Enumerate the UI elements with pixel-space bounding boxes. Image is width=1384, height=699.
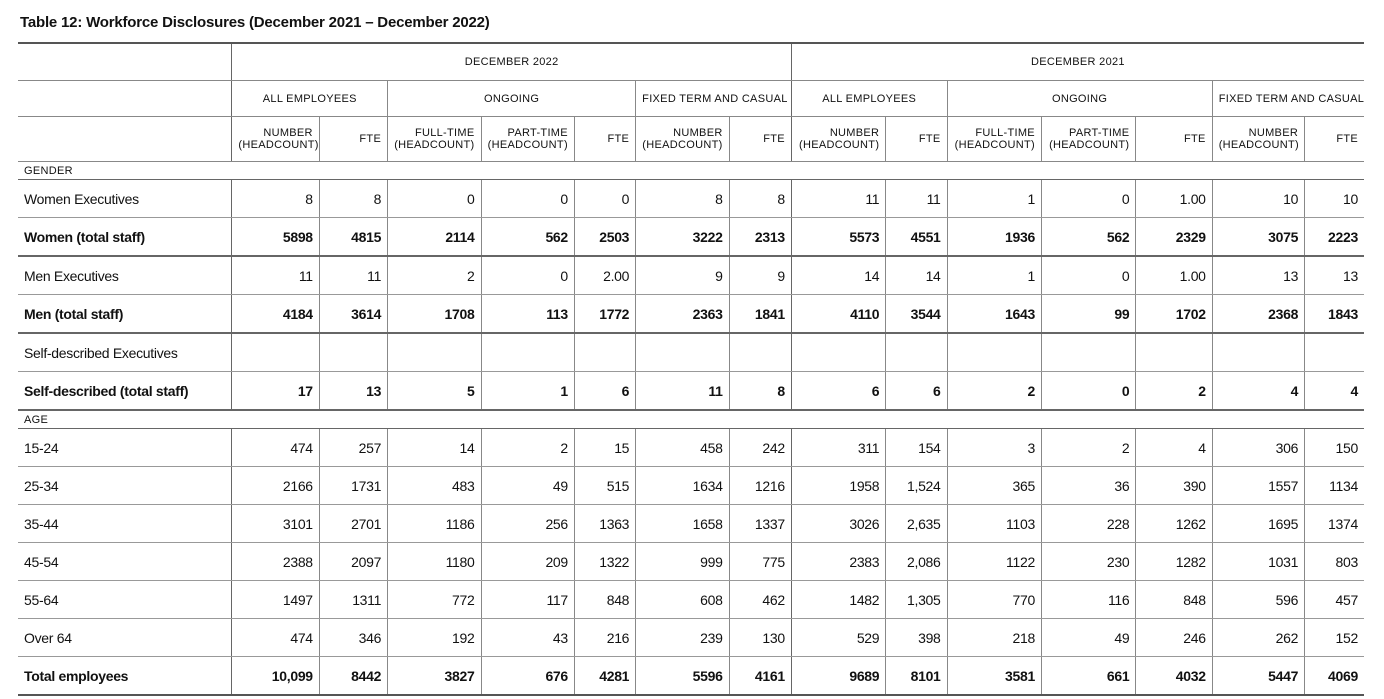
table-cell: 3827 [388, 657, 481, 696]
table-cell: 3101 [232, 505, 319, 543]
table-row [18, 543, 1364, 581]
table-cell: 1180 [388, 543, 481, 581]
column-header [1212, 117, 1304, 162]
table-cell: 192 [388, 619, 481, 657]
table-cell: 562 [1041, 218, 1135, 257]
table-cell: 6 [791, 372, 885, 411]
table-cell: 346 [319, 619, 387, 657]
table-cell [1305, 333, 1364, 372]
table-cell: 6 [886, 372, 947, 411]
table-cell: 2.00 [574, 256, 635, 295]
group-header: ONGOING [947, 81, 1212, 117]
table-cell: 608 [636, 581, 729, 619]
column-header-line: NUMBER [829, 127, 880, 139]
table-cell: 6 [574, 372, 635, 411]
table-cell: 152 [1305, 619, 1364, 657]
table-cell: 4032 [1136, 657, 1212, 696]
table-cell: 242 [729, 429, 791, 467]
row-label: Men (total staff) [18, 295, 232, 334]
table-cell [886, 333, 947, 372]
table-cell: 0 [481, 256, 574, 295]
table-cell: 770 [947, 581, 1041, 619]
table-cell: 1,524 [886, 467, 947, 505]
table-cell: 218 [947, 619, 1041, 657]
table-cell: 1311 [319, 581, 387, 619]
section-row-gender [18, 162, 1364, 180]
table-cell: 8 [729, 372, 791, 411]
table-cell: 117 [481, 581, 574, 619]
table-cell: 2329 [1136, 218, 1212, 257]
column-header-line: PART-TIME [507, 127, 568, 139]
column-header-line: (HEADCOUNT) [798, 139, 880, 151]
header-blank [18, 43, 232, 81]
table-cell: 5 [388, 372, 481, 411]
column-header [1136, 117, 1212, 162]
table-cell: 2114 [388, 218, 481, 257]
group-header: FIXED TERM AND CASUAL [1212, 81, 1364, 117]
table-row [18, 429, 1364, 467]
table-cell: 8101 [886, 657, 947, 696]
table-cell: 8 [319, 180, 387, 218]
table-cell: 1936 [947, 218, 1041, 257]
table-cell: 9 [729, 256, 791, 295]
table-cell: 676 [481, 657, 574, 696]
row-label: Over 64 [18, 619, 232, 657]
table-cell: 661 [1041, 657, 1135, 696]
table-cell: 1103 [947, 505, 1041, 543]
table-cell: 474 [232, 429, 319, 467]
section-row-age [18, 410, 1364, 429]
column-header [636, 117, 729, 162]
column-header-line: (HEADCOUNT) [1218, 139, 1299, 151]
table-cell [574, 333, 635, 372]
group-header: ONGOING [388, 81, 636, 117]
table-cell: 803 [1305, 543, 1364, 581]
table-row [18, 581, 1364, 619]
table-cell: 1 [947, 256, 1041, 295]
table-cell: 306 [1212, 429, 1304, 467]
table-cell: 365 [947, 467, 1041, 505]
table-cell: 1958 [791, 467, 885, 505]
table-cell: 775 [729, 543, 791, 581]
table-row [18, 218, 1364, 257]
group-header: ALL EMPLOYEES [232, 81, 388, 117]
table-cell: 1731 [319, 467, 387, 505]
table-cell: 216 [574, 619, 635, 657]
table-cell: 256 [481, 505, 574, 543]
table-cell: 10 [1212, 180, 1304, 218]
table-row [18, 295, 1364, 334]
table-cell: 8 [232, 180, 319, 218]
table-cell: 0 [388, 180, 481, 218]
column-header [319, 117, 387, 162]
table-cell: 239 [636, 619, 729, 657]
table-cell: 848 [574, 581, 635, 619]
table-cell: 2,635 [886, 505, 947, 543]
header-blank [18, 81, 232, 117]
table-cell: 390 [1136, 467, 1212, 505]
table-cell [388, 333, 481, 372]
column-header [1305, 117, 1364, 162]
table-cell: 2223 [1305, 218, 1364, 257]
table-cell: 99 [1041, 295, 1135, 334]
column-header-line: FULL-TIME [975, 127, 1035, 139]
table-cell: 1.00 [1136, 180, 1212, 218]
period-header-row [18, 43, 1364, 81]
table-row [18, 333, 1364, 372]
table-cell: 1497 [232, 581, 319, 619]
table-cell: 2 [481, 429, 574, 467]
table-cell: 43 [481, 619, 574, 657]
table-cell: 4069 [1305, 657, 1364, 696]
table-cell [1041, 333, 1135, 372]
table-cell: 209 [481, 543, 574, 581]
table-cell: 2383 [791, 543, 885, 581]
table-cell: 246 [1136, 619, 1212, 657]
column-header-line: FTE [607, 133, 630, 145]
table-cell: 11 [319, 256, 387, 295]
column-header-line: FTE [359, 133, 382, 145]
table-cell: 14 [791, 256, 885, 295]
table-cell: 1708 [388, 295, 481, 334]
column-header-line: (HEADCOUNT) [238, 139, 319, 151]
table-cell: 230 [1041, 543, 1135, 581]
table-cell [1212, 333, 1304, 372]
table-cell: 1031 [1212, 543, 1304, 581]
column-header-line: PART-TIME [1069, 127, 1130, 139]
table-cell: 4551 [886, 218, 947, 257]
row-label: Total employees [18, 657, 232, 696]
table-cell: 0 [1041, 256, 1135, 295]
table-cell: 1702 [1136, 295, 1212, 334]
row-label: Self-described (total staff) [18, 372, 232, 411]
table-cell [636, 333, 729, 372]
table-cell: 0 [1041, 180, 1135, 218]
table-row [18, 505, 1364, 543]
table-cell: 2503 [574, 218, 635, 257]
group-header: FIXED TERM AND CASUAL [636, 81, 792, 117]
table-cell: 2313 [729, 218, 791, 257]
row-label: 55-64 [18, 581, 232, 619]
table-cell: 2363 [636, 295, 729, 334]
table-cell: 2 [1136, 372, 1212, 411]
table-cell: 1374 [1305, 505, 1364, 543]
table-cell [232, 333, 319, 372]
table-cell: 11 [791, 180, 885, 218]
table-cell: 3614 [319, 295, 387, 334]
table-cell: 1634 [636, 467, 729, 505]
row-label: 25-34 [18, 467, 232, 505]
row-label: 45-54 [18, 543, 232, 581]
row-label: 35-44 [18, 505, 232, 543]
row-label: Women Executives [18, 180, 232, 218]
column-header-line: FTE [763, 133, 785, 145]
table-cell: 3581 [947, 657, 1041, 696]
table-cell: 2,086 [886, 543, 947, 581]
column-header [729, 117, 791, 162]
row-label: 15-24 [18, 429, 232, 467]
table-cell: 2 [1041, 429, 1135, 467]
table-cell: 4 [1212, 372, 1304, 411]
table-cell: 1363 [574, 505, 635, 543]
table-cell: 154 [886, 429, 947, 467]
table-cell: 1262 [1136, 505, 1212, 543]
table-cell: 5573 [791, 218, 885, 257]
table-cell: 17 [232, 372, 319, 411]
table-cell: 1557 [1212, 467, 1304, 505]
table-cell: 1482 [791, 581, 885, 619]
column-header-row [18, 117, 1364, 162]
section-spacer [232, 410, 1364, 429]
table-cell: 14 [886, 256, 947, 295]
table-cell: 2166 [232, 467, 319, 505]
table-cell [947, 333, 1041, 372]
table-cell: 311 [791, 429, 885, 467]
column-header [574, 117, 635, 162]
table-cell: 13 [1212, 256, 1304, 295]
table-cell: 4184 [232, 295, 319, 334]
table-cell: 1134 [1305, 467, 1364, 505]
table-cell: 8 [729, 180, 791, 218]
table-cell: 462 [729, 581, 791, 619]
column-header [791, 117, 885, 162]
table-cell: 116 [1041, 581, 1135, 619]
table-cell: 13 [319, 372, 387, 411]
table-cell: 9 [636, 256, 729, 295]
table-cell: 10,099 [232, 657, 319, 696]
group-header: ALL EMPLOYEES [791, 81, 947, 117]
table-row [18, 467, 1364, 505]
column-header-line: NUMBER [673, 127, 723, 139]
table-cell: 1.00 [1136, 256, 1212, 295]
table-cell: 4 [1305, 372, 1364, 411]
table-cell: 11 [232, 256, 319, 295]
group-header-row [18, 81, 1364, 117]
column-header [232, 117, 319, 162]
table-cell: 474 [232, 619, 319, 657]
table-cell [791, 333, 885, 372]
table-row [18, 657, 1364, 696]
column-header-line: (HEADCOUNT) [487, 139, 568, 151]
table-cell: 113 [481, 295, 574, 334]
column-header-line: FTE [918, 133, 941, 145]
column-header [388, 117, 481, 162]
column-header-line: NUMBER [263, 127, 313, 139]
table-cell: 10 [1305, 180, 1364, 218]
table-cell: 9689 [791, 657, 885, 696]
table-cell: 2388 [232, 543, 319, 581]
table-cell: 11 [886, 180, 947, 218]
table-cell: 4161 [729, 657, 791, 696]
table-cell: 1841 [729, 295, 791, 334]
table-cell: 4815 [319, 218, 387, 257]
table-cell: 0 [481, 180, 574, 218]
table-cell: 0 [1041, 372, 1135, 411]
table-cell: 262 [1212, 619, 1304, 657]
table-row [18, 372, 1364, 411]
column-header [481, 117, 574, 162]
table-cell: 5898 [232, 218, 319, 257]
table-cell: 1322 [574, 543, 635, 581]
column-header-line: FULL-TIME [414, 127, 475, 139]
table-cell [729, 333, 791, 372]
table-cell: 3544 [886, 295, 947, 334]
table-row [18, 256, 1364, 295]
row-label: Women (total staff) [18, 218, 232, 257]
table-cell: 36 [1041, 467, 1135, 505]
table-cell: 596 [1212, 581, 1304, 619]
column-header-line: (HEADCOUNT) [394, 139, 475, 151]
table-cell [1136, 333, 1212, 372]
table-cell: 2 [947, 372, 1041, 411]
table-cell: 1772 [574, 295, 635, 334]
table-cell: 2701 [319, 505, 387, 543]
table-cell: 8 [636, 180, 729, 218]
table-cell: 5447 [1212, 657, 1304, 696]
table-cell: 1643 [947, 295, 1041, 334]
table-cell: 562 [481, 218, 574, 257]
table-cell: 1,305 [886, 581, 947, 619]
row-label: Men Executives [18, 256, 232, 295]
table-cell: 1695 [1212, 505, 1304, 543]
table-cell: 13 [1305, 256, 1364, 295]
table-cell: 1 [947, 180, 1041, 218]
column-header-line: FTE [1184, 133, 1206, 145]
table-cell: 49 [1041, 619, 1135, 657]
row-label: Self-described Executives [18, 333, 232, 372]
table-cell: 1337 [729, 505, 791, 543]
table-cell: 848 [1136, 581, 1212, 619]
table-cell: 14 [388, 429, 481, 467]
table-cell: 398 [886, 619, 947, 657]
table-cell: 1122 [947, 543, 1041, 581]
table-title: Table 12: Workforce Disclosures (December 2021 – December 2022) [20, 14, 490, 31]
table-cell: 772 [388, 581, 481, 619]
section-spacer [232, 162, 1364, 180]
table-row [18, 180, 1364, 218]
table-cell [319, 333, 387, 372]
table-cell: 1282 [1136, 543, 1212, 581]
table-cell: 3026 [791, 505, 885, 543]
table-cell: 1216 [729, 467, 791, 505]
table-cell: 4281 [574, 657, 635, 696]
section-label-gender: GENDER [18, 162, 232, 180]
workforce-table [18, 42, 1364, 696]
table-cell: 515 [574, 467, 635, 505]
table-row [18, 619, 1364, 657]
column-header-line: NUMBER [1248, 127, 1299, 139]
table-cell: 130 [729, 619, 791, 657]
table-cell: 3075 [1212, 218, 1304, 257]
table-cell: 1843 [1305, 295, 1364, 334]
table-cell: 458 [636, 429, 729, 467]
column-header [886, 117, 947, 162]
table-cell: 257 [319, 429, 387, 467]
table-cell: 5596 [636, 657, 729, 696]
table-cell: 1 [481, 372, 574, 411]
table-cell [481, 333, 574, 372]
table-cell: 457 [1305, 581, 1364, 619]
table-cell: 4110 [791, 295, 885, 334]
table-cell: 2368 [1212, 295, 1304, 334]
table-cell: 228 [1041, 505, 1135, 543]
column-header [947, 117, 1041, 162]
table-cell: 2 [388, 256, 481, 295]
table-cell: 1658 [636, 505, 729, 543]
table-cell: 529 [791, 619, 885, 657]
table-cell: 483 [388, 467, 481, 505]
column-header-line: FTE [1336, 133, 1358, 145]
table-cell: 4 [1136, 429, 1212, 467]
header-blank [18, 117, 232, 162]
table-cell: 150 [1305, 429, 1364, 467]
table-cell: 0 [574, 180, 635, 218]
column-header-line: (HEADCOUNT) [954, 139, 1035, 151]
column-header-line: (HEADCOUNT) [642, 139, 723, 151]
table-cell: 8442 [319, 657, 387, 696]
period-header-2021: DECEMBER 2021 [791, 43, 1364, 81]
table-cell: 1186 [388, 505, 481, 543]
table-cell: 3222 [636, 218, 729, 257]
table-cell: 2097 [319, 543, 387, 581]
table-cell: 3 [947, 429, 1041, 467]
section-label-age: AGE [18, 410, 232, 429]
period-header-2022: DECEMBER 2022 [232, 43, 791, 81]
column-header [1041, 117, 1135, 162]
table-cell: 15 [574, 429, 635, 467]
table-cell: 49 [481, 467, 574, 505]
table-cell: 11 [636, 372, 729, 411]
table-cell: 999 [636, 543, 729, 581]
column-header-line: (HEADCOUNT) [1049, 139, 1130, 151]
